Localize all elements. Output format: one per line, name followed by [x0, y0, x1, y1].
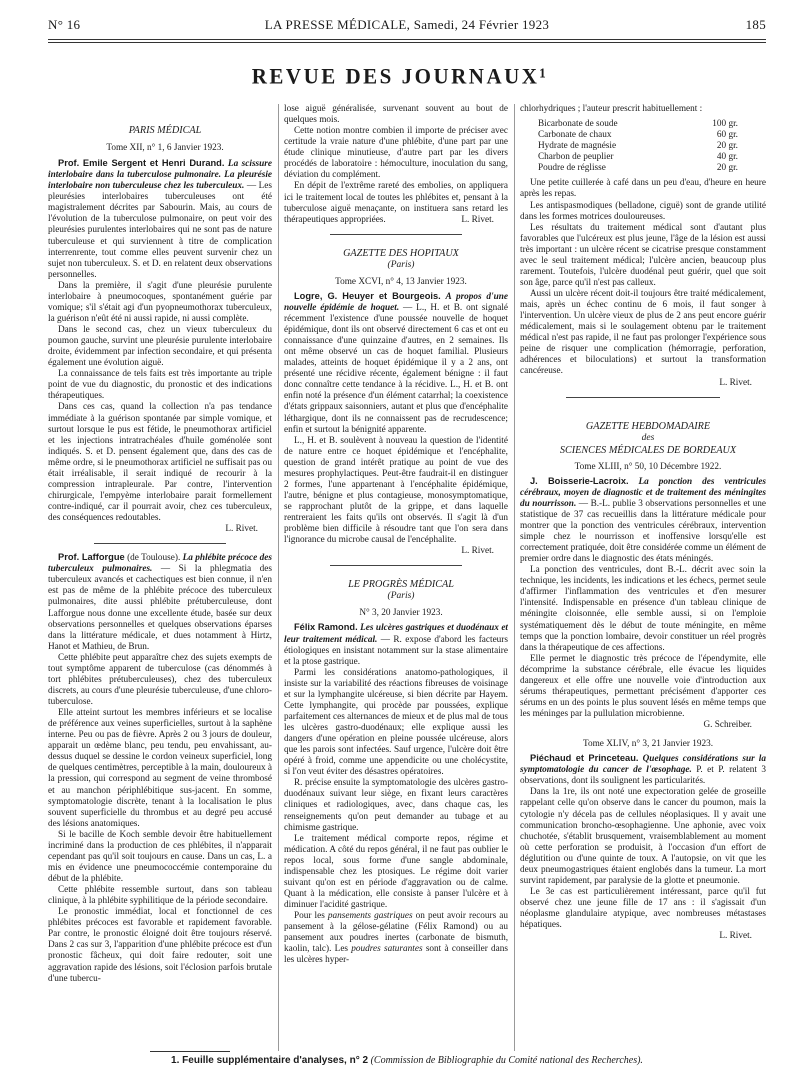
footnote-rule: [150, 1051, 230, 1052]
section-title: SCIENCES MÉDICALES DE BORDEAUX: [559, 444, 737, 456]
column-divider: [514, 104, 515, 1051]
prescription-item: Charbon de peuplier 40 gr.: [538, 152, 738, 163]
prescription-item: Hydrate de magnésie 20 gr.: [538, 141, 738, 152]
prescription-item: Poudre de réglisse 20 gr.: [538, 163, 738, 174]
section-title: PARIS MÉDICAL: [128, 125, 202, 136]
section-subtitle: (Paris): [387, 591, 415, 602]
article-paragraph: Dans la première, il s'agit d'une pleurésie purulente interlobaire à pneumocoques, spontanément guérie par vomique; s'il s'était agi d'un pyopneumothorax tuberculeux, la guérison n'eût été ni aussi rapide, ni aussi complète.: [48, 280, 272, 324]
article-paragraph: J. Boisserie-Lacroix. La ponction des ventricules cérébraux, moyen de diagnostic et de traitement des méningites du nourrisson. — B.-L. publie 3 observations personnelles et une statistique de 37 cas recueillis dans la littérature médicale pour montrer que la ponction des ventricules cérébraux, intervention simple chez le nourrisson et inoffensive lorsqu'elle est correctement pratiquée, doit être considérée comme un élément de premier ordre dans le diagnostic des états méningés.: [520, 475, 766, 565]
column-2: [284, 104, 508, 1052]
article-paragraph: Dans la 1re, ils ont noté une expectoration gelée de groseille rappelant celle qu'on observe dans le cancer du poumon, mais la cytologie n'y décela pas de cellules néoplasiques. Il y avait une communication broncho-œsophagienne. Une aphonie, avec voix chuchotée, s'établit brusquement, vraisemblablement au moment où cette perforation se produisit, à l'occasion d'un effort de déglutition ou d'une quinte de toux. A l'autopsie, on vit que les deux pneumogastriques étaient englobés dans la tumeur. La mort survint rapidement, par paralysie de la glotte et pneumonie.: [520, 787, 766, 886]
article-paragraph: Si le bacille de Koch semble devoir être habituellement incriminé dans la production de ces phlébites, il n'apparait cependant pas qu'il soit toujours en cause. Dans un cas, L. a mis en évidence une pneumococcémie contemporaine du début de la phlébite.: [48, 829, 272, 884]
article-title: La phlébite précoce des tuberculeux pulmonaires.: [48, 553, 272, 575]
article-paragraph: Le 3e cas est particulièrement intéressant, parce qu'il fut observé chez une jeune fille de 17 ans : il s'agissait d'un néoplasme glandulaire atypique, avec nombreuses métastases hépatiques.: [520, 886, 766, 931]
page-number: 185: [745, 17, 766, 32]
article-paragraph: Dans le second cas, chez un vieux tuberculeux du poumon gauche, survint une pleurésie purulente interlobaire droite, évidemment par infection secondaire, et qui présenta également une évolution aiguë.: [48, 325, 272, 369]
article-paragraph: Les antispasmodiques (belladone, ciguë) sont de grande utilité dans les formes motrices douloureuses.: [520, 200, 766, 222]
article-title: Quelques considérations sur la symptomatologie du cancer de l'œsophage.: [520, 754, 766, 776]
article-paragraph: Félix Ramond. Les ulcères gastriques et duodénaux et leur traitement médical. — R. expose d'abord les facteurs étiologiques en insistant notamment sur la stase alimentaire et la ptose gastrique.: [284, 622, 508, 667]
issue-line: Tome XCVI, n° 4, 13 Janvier 1923.: [335, 276, 467, 287]
separator: [94, 543, 226, 544]
header-rule-2: [48, 42, 766, 43]
article-paragraph: Elle permet le diagnostic très précoce de l'épendymite, elle décomprime la substance cérébrale, elle évacue les liquides dangereux et elle offre une nouvelle voie d'introduction aux sérums thérapeutiques, permettant précisément d'apporter ces sérums en un des points le plus souvent lésés en même temps que les méninges par la pullulation microbienne.: [520, 653, 766, 719]
article-paragraph: Une petite cuillerée à café dans un peu d'eau, d'heure en heure après les repas.: [520, 178, 766, 200]
journal-header: LA PRESSE MÉDICALE, Samedi, 24 Février 1923: [264, 17, 550, 32]
footnote-source: (Commission de Bibliographie du Comité national des Recherches).: [368, 1055, 643, 1066]
page-header: [48, 17, 766, 33]
article-paragraph: Elle atteint surtout les membres inférieurs et se localise de préférence aux veines superficielles, surtout à la saphène interne. Peu ou pas de fièvre. Après 2 ou 3 jours de douleur, apparait un œdème blanc, peu tendu, peu envahissant, au-dessus duquel se dessine le cordon veineux superficiel, long de quelques centimètres, perceptible à la main, douloureux à la pression, qui correspond au segment de veine thrombosé et au manchon périphlébitique sus-jacent. En somme, symptomatologie discrète, tenant à la localisation le plus souvent superficielle du thrombus et au degré peu accusé des lésions anatomiques.: [48, 708, 272, 829]
article-authors: J. Boisserie-Lacroix.: [530, 475, 629, 486]
article-paragraph: R. précise ensuite la symptomatologie des ulcères gastro-duodénaux suivant leur siège, en fixant leurs caractères cliniques et radiologiques, avec, dans chaque cas, les renseignements qu'on peut demander au tubage et au chimisme gastrique.: [284, 778, 508, 833]
article-authors: Prof. Emile Sergent et Henri Durand.: [58, 158, 225, 169]
section-title: GAZETTE HEBDOMADAIRE: [585, 420, 711, 432]
article-signature: L. Rivet.: [461, 546, 494, 557]
article-signature: L. Rivet.: [719, 931, 752, 942]
article-authors: Piéchaud et Princeteau.: [530, 753, 639, 764]
section-title: LE PROGRÈS MÉDICAL: [348, 579, 454, 591]
issue-number: N° 16: [48, 17, 81, 32]
article-title: La scissure interlobaire dans la tuberculose pulmonaire. La pleurésie interlobaire non tuberculeuse chez les tuberculeux.: [48, 159, 272, 192]
article-signature: G. Schreiber.: [703, 720, 752, 731]
article-paragraph: Prof. Emile Sergent et Henri Durand. La scissure interlobaire dans la tuberculose pulmonaire. La pleurésie interlobaire non tuberculeuse chez les tuberculeux. — Les pleurésies interlobaires tuberculeuses ont été magistralement décrites par Sabourin. Mais, au cours de l'évolution de la tuberculose pulmonaire, on peut voir des pleurésies purulentes interlobaires qui ne sont pas de nature tuberculeuse et qui surviennent à titre de complication interrenrente, tout comme elles peuvent survenir chez un sujet non tuberculeux. S. et D. en relatent deux observations personnelles.: [48, 158, 272, 280]
article-paragraph: L., H. et B. soulèvent à nouveau la question de l'identité de nature entre ce hoquet épidémique et l'encéphalite, question de grand intérêt pratique au point de vue des mesures prophylactiques. Peut-être faudrait-il en distinguer 2 formes, l'une appartenant à l'encéphalite épidémique, l'autre, bénigne et plus contagieuse, monosymptomatique, se rapprochant plutôt de la grippe, et dans laquelle rentreraient les faits qu'ils ont observés. Il s'agit là d'un problème bien difficile à résoudre tant que l'on sera dans l'ignorance du microbe causal de l'encéphalite.: [284, 435, 508, 546]
article-paragraph: Pour les pansements gastriques on peut avoir recours au pansement à la gélose-gélatine (Félix Ramond) ou au pansement aux poudres inertes (carbonate de bismuth, kaolin, talc). Les poudres saturantes sont à conseiller dans les ulcères hyper-: [284, 911, 508, 966]
article-authors: Prof. Lafforgue: [58, 552, 125, 563]
article-signature: L. Rivet.: [719, 377, 752, 388]
article-paragraph: Dans ces cas, quand la collection n'a pas tendance immédiate à la guérison spontanée par simple vomique, et surtout lorsque le pus est fétide, le pneumothorax artificiel et les injections intratrachéales d'huile goménolée sont indiqués. S. et D. pensent également que, dans des cas de même ordre, si le pneumothorax artificiel ne suffisait pas ou était irréalisable, il serait indiqué de recourir à la compression intrapleurale. Par contre, l'intervention chirurgicale, l'empyème interlobaire parait formellement contre-indiqué, car il pourrait avoir, chez ces tuberculeux, des conséquences redoutables.: [48, 402, 272, 524]
article-paragraph: Le traitement médical comporte repos, régime et médication. A côté du repos général, il ne faut pas oublier le repos local, sous forme d'une sangle abdominale, indispensable chez les ptosiques. Le régime doit varier suivant qu'on est en période d'aggravation ou de calme. Quant à la médication, elle consiste à panser l'ulcère et à diminuer l'acidité gastrique.: [284, 833, 508, 910]
prescription-item: Carbonate de chaux 60 gr.: [538, 130, 738, 141]
separator: [330, 565, 462, 566]
article-signature: L. Rivet.: [225, 524, 258, 535]
article-title: La ponction des ventricules cérébraux, moyen de diagnostic et de traitement des méningites du nourrisson.: [520, 476, 766, 509]
article-paragraph: Prof. Lafforgue (de Toulouse). La phlébite précoce des tuberculeux pulmonaires. — Si la phlegmatia des tuberculeux avancés et cachectiques est bien connue, il n'en est pas de même de la phlébite précoce des tuberculeux pulmonaires, dite aussi phlébite prétuberculeuse, dont Lafforgue nous donne une excellente étude, basée sur deux observations personnelles et quelques observations éparses dans la littérature médicale, et dues notamment à Hirtz, Hanot et Mathieu, de Brun.: [48, 552, 272, 652]
article-authors: Félix Ramond.: [294, 622, 358, 633]
article-paragraph: Le pronostic immédiat, local et fonctionnel de ces phlébites précoces est favorable et rapidement favorable. Par contre, le pronostic éloigné doit être toujours réservé. Dans 2 cas sur 3, l'apparition d'une phlébite précoce est d'un pronostic fâcheux, qui doit faire redouter, soit une aggravation rapide des lésions, soit l'éclosion parfois brutale d'une tubercu-: [48, 907, 272, 984]
article-paragraph: Logre, G. Heuyer et Bourgeois. A propos d'une nouvelle épidémie de hoquet. — L., H. et B. ont signalé récemment l'existence d'une poussée nouvelle de hoquet épidémique, dont ils ont observé directement 6 cas et ont eu connaissance d'une quinzaine d'autres, en 2 semaines. Ils ont même observé un cas de hoquet familial. Plusieurs malades, atteints de hoquet épidémique il y a 2 ans, ont présenté une récidive récente, également bénigne : il faut donc connaître cette tendance à la récidive. L., H. et B. ont enfin noté la présence d'un élément catarrhal; la coexistence d'états grippaux saisonniers, autant et plus que d'encéphalite léthargique, dont ils ne connaissent pas de recrudescence; enfin et surtout la bénignité apparente.: [284, 290, 508, 435]
issue-line: Tome XII, n° 1, 6 Janvier 1923.: [106, 143, 224, 153]
article-paragraph: Les résultats du traitement médical sont d'autant plus favorables que l'ulcéreux est plus jeune, l'âge de la lésion est aussi très important : un ulcère récent se cicatrise presque constamment avec le seul traitement médical; l'ulcère ancien, beaucoup plus rarement. Toutefois, l'ulcère duodénal peut guérir, quel que soit son âge, parce qu'il n'est pas calleux.: [520, 222, 766, 288]
header-rule: [48, 39, 766, 40]
article-paragraph: La connaissance de tels faits est très importante au triple point de vue du diagnostic, du pronostic et des indications thérapeutiques.: [48, 369, 272, 402]
article-paragraph: Parmi les considérations anatomo-pathologiques, il insiste sur la variabilité des réactions fibreuses de voisinage et sur la lymphangite ulcéreuse, si bien décrite par Hayem. Cette lymphangite, qui procède par poussées, explique parfaitement ces alternances de mieux et de plus mal de tous les ulcères gastro-duodénaux; elle explique aussi les dangers d'une opération en pleine poussée ulcéreuse, alors que les parois sont infectées. Sauf urgence, l'ulcère doit être opéré à froid, comme une appendicite ou une cholécystite, si l'on veut éviter des désastres opératoires.: [284, 667, 508, 778]
prescription-item: Bicarbonate de soude 100 gr.: [538, 119, 738, 130]
article-paragraph: lose aiguë généralisée, survenant souvent au bout de quelques mois.: [284, 104, 508, 126]
article-paragraph: chlorhydriques ; l'auteur prescrit habituellement :: [520, 104, 703, 114]
article-paragraph: En dépit de l'extrême rareté des embolies, on appliquera ici le traitement local de toutes les phlébites et, pensant à la tuberculose aiguë menaçante, on instituera sans retard les thérapeutiques appropriées. L. Rivet.: [284, 181, 508, 225]
separator: [330, 234, 462, 235]
article-paragraph: Cette phlébite ressemble surtout, dans son tableau clinique, à la phlébite syphilitique de la période secondaire.: [48, 885, 272, 907]
issue-line: Tome XLIV, n° 3, 21 Janvier 1923.: [582, 739, 714, 750]
footnote-main: 1. Feuille supplémentaire d'analyses, n° 2: [171, 1055, 369, 1066]
article-paragraph: La ponction des ventricules, dont B.-L. décrit avec soin la technique, les incidents, les indications et les échecs, permet seule d'affirmer l'inflammation des ventricules et d'en mesurer l'intensité. Indispensable en présence d'un tableau clinique de méningite cloisonnée, elle semble aussi, si on l'emploie systématiquement dès le début de toute méningite, en même temps que la ponction lombaire, devoir constituer un réel progrès dans la thérapeutique de ces affections.: [520, 565, 766, 653]
separator: [566, 397, 720, 398]
issue-line: N° 3, 20 Janvier 1923.: [359, 608, 443, 619]
footnote: [48, 1055, 766, 1066]
prescription-list: [538, 119, 766, 174]
article-authors: Logre, G. Heuyer et Bourgeois.: [294, 290, 441, 301]
article-paragraph: Cette notion montre combien il importe de préciser avec certitude la vraie nature d'une phlébite, d'une part par une étude clinique minutieuse, d'autre part par les divers procédés de laboratoire : hémoculture, inoculation du sang, déviation du complément.: [284, 126, 508, 181]
column-divider: [278, 104, 279, 1051]
section-title: des: [641, 432, 655, 443]
section-title: GAZETTE DES HOPITAUX: [343, 247, 459, 259]
section-subtitle: (Paris): [387, 259, 415, 270]
article-paragraph: Cette phlébite peut apparaître chez des sujets exempts de tout symptôme apparent de tuberculose (cas dénommés à tort phlébites prétuberculeuses), chez des tuberculeux discrets, au cours d'une pleurésie tuberculeuse, d'une chloro-tuberculose.: [48, 652, 272, 707]
article-paragraph: Piéchaud et Princeteau. Quelques considérations sur la symptomatologie du cancer de l'œsophage. P. et P. relatent 3 observations, dont ils soulignent les particularités.: [520, 753, 766, 787]
column-1: [48, 104, 272, 1052]
column-3: [520, 104, 766, 1052]
article-paragraph: Aussi un ulcère récent doit-il toujours être traité médicalement, mais, après un échec continu de 6 mois, il faut songer à l'intervention. Un ulcère vieux de plus de 2 ans peut encore guérir médicalement, mais si le soulagement obtenu par le traitement médical n'est pas rapide, il ne faut pas prolonger l'expérience sous peine de risquer une complication (hémorragie, perforation, adhérences et biloculations) et surtout la transformation cancéreuse.: [520, 289, 766, 377]
issue-line: Tome XLIII, n° 50, 10 Décembre 1922.: [574, 461, 722, 472]
article-signature: L. Rivet.: [461, 214, 494, 225]
article-title: A propos d'une nouvelle épidémie de hoquet.: [284, 291, 508, 313]
article-title: Les ulcères gastriques et duodénaux et leur traitement médical.: [284, 623, 508, 645]
page-title: REVUE DES JOURNAUX¹: [251, 63, 549, 89]
